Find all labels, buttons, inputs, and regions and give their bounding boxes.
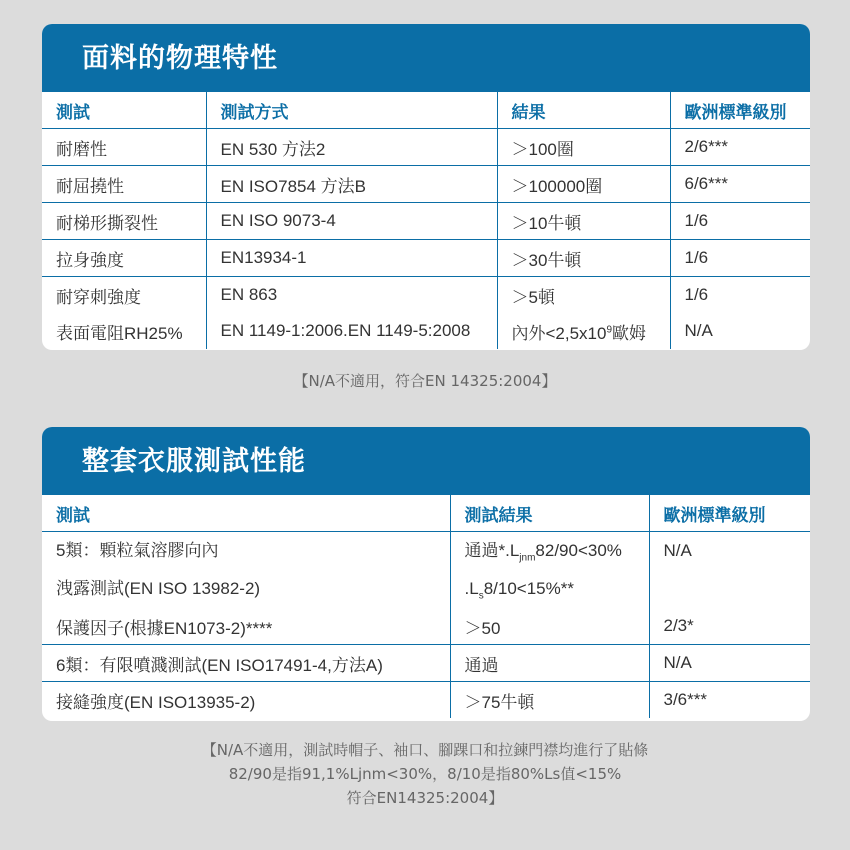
result-text: 8/10<15%** — [483, 579, 574, 598]
cell-grade: 6/6*** — [670, 166, 810, 203]
cell-result: ＞30牛頓 — [497, 240, 670, 277]
column-header: 結果 — [497, 92, 670, 129]
cell-test: 耐梯形撕裂性 — [42, 203, 206, 240]
cell-method: EN 863 — [206, 277, 497, 314]
section-title: 整套衣服測試性能 — [42, 427, 810, 495]
result-text: .L — [464, 579, 479, 598]
cell-result: ＞10牛頓 — [497, 203, 670, 240]
fabric-properties-table — [42, 92, 810, 349]
table-row — [42, 532, 810, 609]
cell-test: 耐穿刺強度 — [56, 287, 141, 307]
column-header: 測試結果 — [450, 495, 649, 532]
cell-result: ＞100圈 — [497, 129, 670, 166]
result-unit: 歐姆 — [612, 323, 647, 343]
cell-result — [450, 532, 649, 609]
cell-test: 耐屈撓性 — [42, 166, 206, 203]
garment-performance-card — [42, 427, 810, 721]
column-header: 歐洲標準級別 — [670, 92, 810, 129]
result-subscript: jnm — [519, 552, 536, 564]
cell-grade: 1/6 — [670, 277, 810, 314]
section-title: 面料的物理特性 — [42, 24, 810, 92]
cell-method: EN13934-1 — [206, 240, 497, 277]
cell-method: EN ISO7854 方法B — [206, 166, 497, 203]
cell-result: ＞50 — [450, 608, 649, 645]
cell-result — [497, 313, 670, 349]
result-text: 通過*.L — [464, 541, 520, 560]
cell-test: 耐磨性 — [42, 129, 206, 166]
result-line — [465, 532, 649, 570]
result-text: 內外<2,5x10 — [511, 323, 607, 343]
cell-test: 保護因子(根據EN1073-2)**** — [42, 608, 450, 645]
cell-test — [42, 532, 450, 609]
cell-grade: 1/6 — [670, 203, 810, 240]
result-line — [465, 570, 649, 608]
fabric-properties-card — [42, 24, 810, 350]
column-header: 測試 — [42, 495, 450, 532]
result-text: 82/90<30% — [535, 541, 622, 560]
cell-result: 通過 — [450, 645, 649, 682]
test-line: 5類：顆粒氣溶膠向內 — [56, 541, 219, 560]
table-row — [42, 166, 810, 203]
cell-test: 接縫強度(EN ISO13935-2) — [56, 692, 256, 712]
cell-result: ＞75牛頓 — [450, 682, 649, 719]
cell-grade: N/A — [670, 313, 810, 349]
cell-result: ＞100000圈 — [497, 166, 670, 203]
footnote — [0, 738, 850, 810]
result-subscript: s — [478, 590, 484, 602]
cell-grade: 2/3* — [649, 608, 810, 645]
cell-grade: 1/6 — [670, 240, 810, 277]
column-header: 測試方式 — [206, 92, 497, 129]
table-row — [42, 240, 810, 277]
cell-grade: 2/6*** — [670, 129, 810, 166]
footnote: 【N/A不適用，符合EN 14325:2004】 — [293, 372, 557, 390]
test-line: 洩露測試(EN ISO 13982-2) — [56, 579, 261, 598]
table-row — [42, 313, 810, 349]
table-header-row — [42, 92, 810, 129]
table-row — [42, 645, 810, 682]
table-row — [42, 608, 810, 645]
garment-performance-table — [42, 495, 810, 718]
table-row — [42, 277, 810, 314]
cell-method: EN 530 方法2 — [206, 129, 497, 166]
column-header: 歐洲標準級別 — [649, 495, 810, 532]
table-row — [42, 203, 810, 240]
cell-result: ＞5頓 — [497, 277, 670, 314]
table-row — [42, 129, 810, 166]
footnote-line: 【N/A不適用，測試時帽子、袖口、腳踝口和拉鍊門襟均進行了貼條 — [201, 741, 649, 759]
result-exponent: 9 — [606, 323, 613, 335]
cell-method: EN 1149-1:2006.EN 1149-5:2008 — [206, 313, 497, 349]
cell-grade: 3/6*** — [649, 682, 810, 719]
table-row — [42, 682, 810, 719]
cell-grade: N/A — [649, 532, 810, 609]
footnote-line: 82/90是指91,1%Ljnm<30%，8/10是指80%Ls值<15% — [228, 765, 622, 783]
cell-grade: N/A — [649, 645, 810, 682]
cell-test: 拉身強度 — [42, 240, 206, 277]
cell-test: 6類：有限噴濺測試(EN ISO17491-4,方法A) — [42, 645, 450, 682]
cell-method: EN ISO 9073-4 — [206, 203, 497, 240]
column-header: 測試 — [42, 92, 206, 129]
cell-test: 表面電阻RH25% — [56, 323, 183, 343]
footnote-line: 符合EN14325:2004】 — [346, 789, 504, 807]
table-header-row — [42, 495, 810, 532]
